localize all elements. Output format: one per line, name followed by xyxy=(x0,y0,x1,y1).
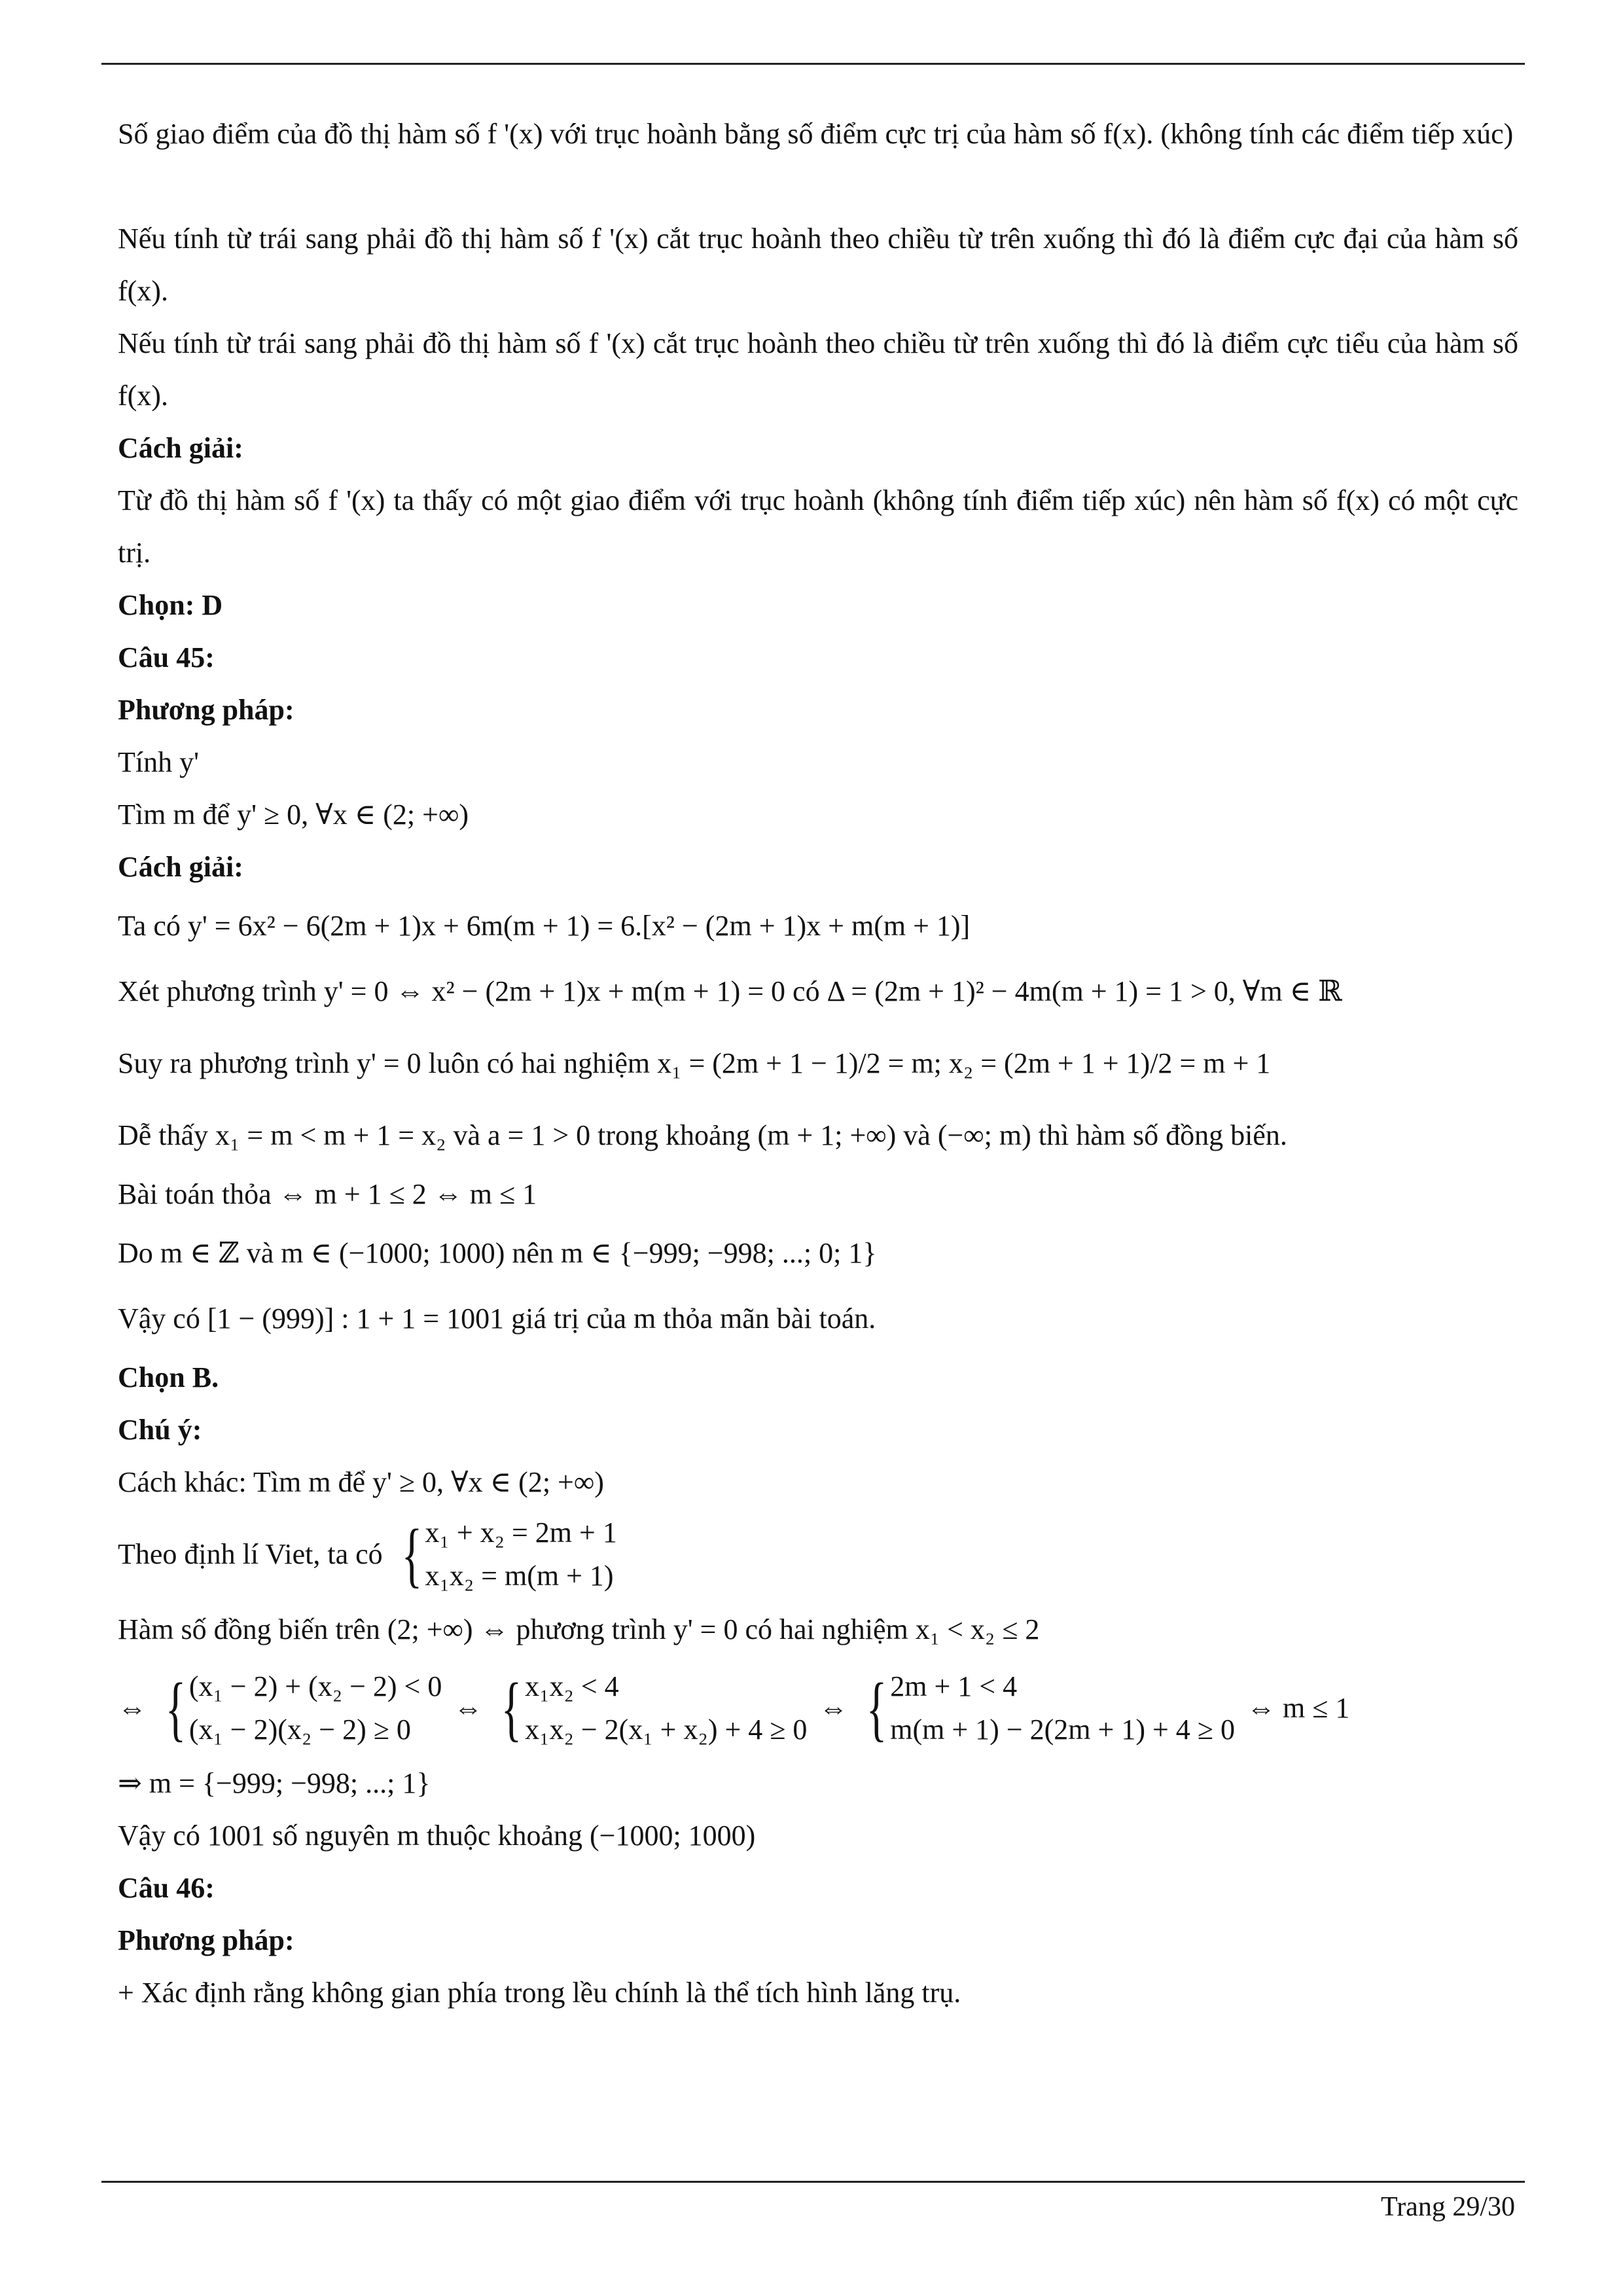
text-line: + Xác định rằng không gian phía trong lều chính là thể tích hình lăng trụ. xyxy=(118,1977,961,2009)
equivalence-symbol: ⇔ xyxy=(819,1692,848,1724)
equivalence-chain xyxy=(118,1659,1518,1757)
question-heading: Câu 46: xyxy=(118,1872,215,1904)
equivalence-symbol: ⇔ xyxy=(118,1692,147,1724)
paragraph: Số giao điểm của đồ thị hàm số f '(x) với trục hoành bằng số điểm cực trị của hàm số f(x). (không tính các điểm tiếp xúc) xyxy=(118,118,1514,150)
text-line: Do m ∈ ℤ và m ∈ (−1000; 1000) nên m ∈ {−999; −998; ...; 0; 1} xyxy=(118,1237,877,1269)
viet-intro: Theo định lí Viet, ta có xyxy=(118,1538,383,1570)
text-line: Dễ thấy x₁ = m < m + 1 = x₂ và a = 1 > 0 trong khoảng (m + 1; +∞) và (−∞; m) thì hàm số đồng biến. xyxy=(118,1119,1287,1151)
viet-system xyxy=(395,1511,617,1598)
brace-icon: { xyxy=(165,1668,187,1748)
heading-chu-y: Chú ý: xyxy=(118,1414,202,1446)
page-number: Trang 29/30 xyxy=(1381,2192,1515,2222)
paragraph: Nếu tính từ trái sang phải đồ thị hàm số f '(x) cắt trục hoành theo chiều từ trên xuống thì đó là điểm cực đại của hàm số f(x). xyxy=(118,223,1518,307)
header-rule xyxy=(101,63,1525,65)
brace-icon: { xyxy=(866,1668,887,1748)
system-row: (x₁ − 2)(x₂ − 2) ≥ 0 xyxy=(188,1713,411,1746)
page-content xyxy=(118,108,1518,2019)
system-2 xyxy=(494,1665,807,1751)
heading-cach-giai: Cách giải: xyxy=(118,432,243,464)
text-line: Vậy có 1001 số nguyên m thuộc khoảng (−1000; 1000) xyxy=(118,1820,756,1852)
system-row: m(m + 1) − 2(2m + 1) + 4 ≥ 0 xyxy=(890,1713,1235,1746)
text-line: Cách khác: Tìm m để y' ≥ 0, ∀x ∈ (2; +∞) xyxy=(118,1466,604,1498)
heading-phuong-phap: Phương pháp: xyxy=(118,694,294,726)
system-row: x₁x₂ = m(m + 1) xyxy=(425,1560,614,1592)
system-3 xyxy=(859,1665,1235,1751)
equation-line: Ta có y' = 6x² − 6(2m + 1)x + 6m(m + 1) = 6.[x² − (2m + 1)x + m(m + 1)] xyxy=(118,910,971,942)
equation-line: Suy ra phương trình y' = 0 luôn có hai nghiệm x₁ = (2m + 1 − 1)/2 = m; x₂ = (2m + 1 + 1)/2 = m + 1 xyxy=(118,1047,1271,1079)
text-line: Vậy có [1 − (999)] : 1 + 1 = 1001 giá trị của m thỏa mãn bài toán. xyxy=(118,1302,876,1335)
conclusion: ⇔ m ≤ 1 xyxy=(1246,1692,1350,1724)
answer-choice: Chọn: D xyxy=(118,589,223,621)
heading-phuong-phap: Phương pháp: xyxy=(118,1924,294,1956)
text-line: ⇒ m = {−999; −998; ...; 1} xyxy=(118,1767,431,1799)
system-row: 2m + 1 < 4 xyxy=(890,1670,1018,1702)
answer-choice: Chọn B. xyxy=(118,1361,219,1393)
equivalence-symbol: ⇔ xyxy=(454,1692,483,1724)
text-line: Tính y' xyxy=(118,746,200,778)
text-line: Bài toán thỏa ⇔ m + 1 ≤ 2 ⇔ m ≤ 1 xyxy=(118,1178,537,1210)
text-line: Hàm số đồng biến trên (2; +∞) ⇔ phương trình y' = 0 có hai nghiệm x₁ < x₂ ≤ 2 xyxy=(118,1613,1040,1645)
system-row: x₁x₂ − 2(x₁ + x₂) + 4 ≥ 0 xyxy=(525,1713,808,1746)
system-1 xyxy=(158,1665,442,1751)
system-row: x₁ + x₂ = 2m + 1 xyxy=(425,1516,617,1549)
brace-icon: { xyxy=(501,1668,522,1748)
text-line: Tìm m để y' ≥ 0, ∀x ∈ (2; +∞) xyxy=(118,798,469,831)
system-row: (x₁ − 2) + (x₂ − 2) < 0 xyxy=(188,1670,442,1702)
heading-cach-giai: Cách giải: xyxy=(118,851,243,883)
question-heading: Câu 45: xyxy=(118,641,215,673)
footer-rule xyxy=(101,2181,1525,2183)
paragraph: Nếu tính từ trái sang phải đồ thị hàm số f '(x) cắt trục hoành theo chiều từ trên xuống thì đó là điểm cực tiểu của hàm số f(x). xyxy=(118,327,1518,412)
brace-icon: { xyxy=(401,1515,422,1594)
viet-system-line xyxy=(118,1509,1518,1600)
equation-line: Xét phương trình y' = 0 ⇔ x² − (2m + 1)x + m(m + 1) = 0 có Δ = (2m + 1)² − 4m(m + 1) = 1 > 0, ∀m ∈ ℝ xyxy=(118,975,1342,1007)
paragraph: Từ đồ thị hàm số f '(x) ta thấy có một giao điểm với trục hoành (không tính điểm tiếp xúc) nên hàm số f(x) có một cực trị. xyxy=(118,484,1518,569)
system-row: x₁x₂ < 4 xyxy=(525,1670,619,1702)
